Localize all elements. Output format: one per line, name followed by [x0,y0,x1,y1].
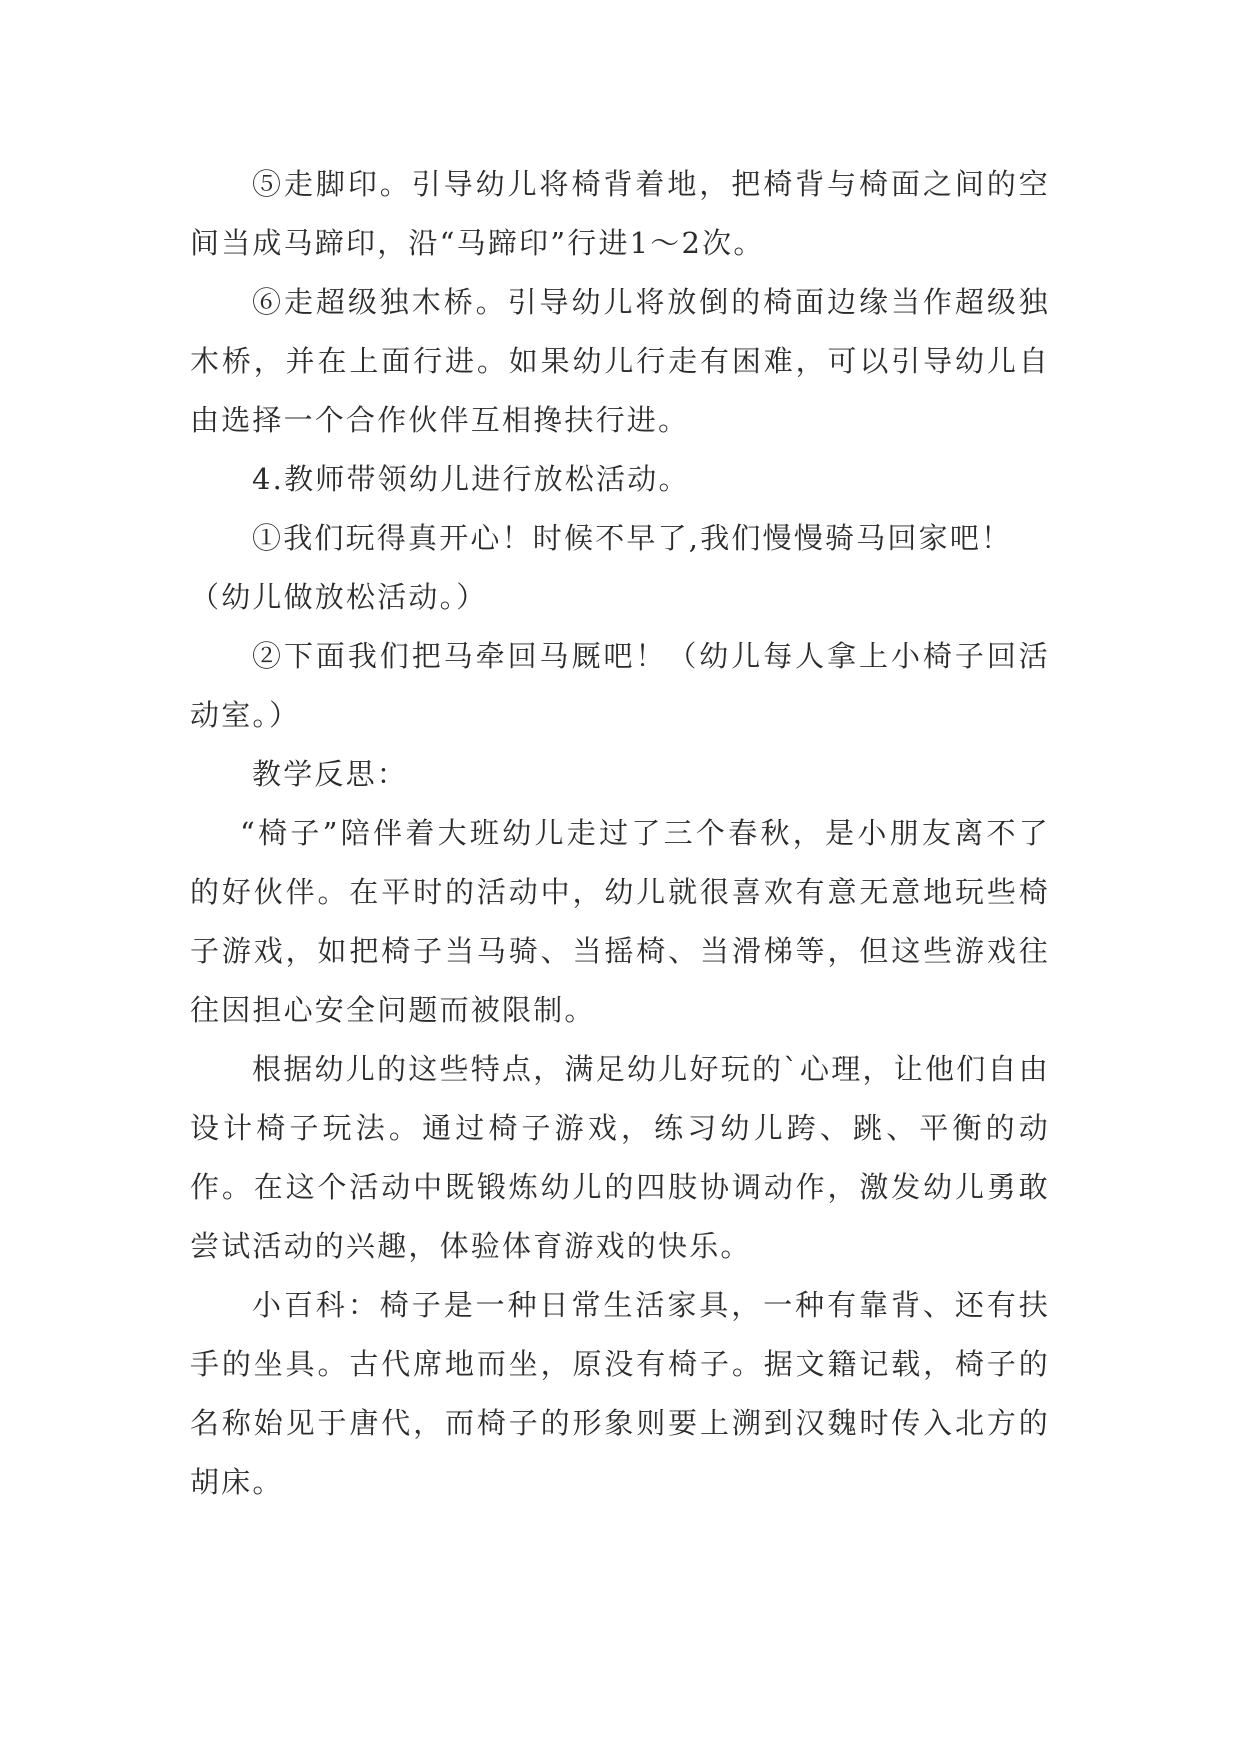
paragraph-encyclopedia: 小百科：椅子是一种日常生活家具，一种有靠背、还有扶手的坐具。古代席地而坐，原没有椅子。据文籍记载，椅子的名称始见于唐代，而椅子的形象则要上溯到汉魏时传入北方的胡床。 [190,1288,1050,1499]
paragraph-step-5: ⑤走脚印。引导幼儿将椅背着地，把椅背与椅面之间的空间当成马蹄印，沿“马蹄印”行进1～2次。 [190,167,1050,260]
paragraph-relax-1-note: （幼儿做放松活动。） [190,580,488,614]
document-body [190,155,1050,1512]
paragraph-step-6: ⑥走超级独木桥。引导幼儿将放倒的椅面边缘当作超级独木桥，并在上面行进。如果幼儿行走有困难，可以引导幼儿自由选择一个合作伙伴互相搀扶行进。 [190,285,1050,437]
paragraph-step-4-heading: 4.教师带领幼儿进行放松活动。 [252,462,690,496]
paragraph-relax-2: ②下面我们把马牵回马厩吧！（幼儿每人拿上小椅子回活动室。） [190,639,1050,732]
section-heading-reflection: 教学反思： [252,757,409,791]
paragraph-relax-1: ①我们玩得真开心！时候不早了,我们慢慢骑马回家吧！ [252,521,1013,555]
paragraph-reflection-2: 根据幼儿的这些特点，满足幼儿好玩的`心理，让他们自由设计椅子玩法。通过椅子游戏，练习幼儿跨、跳、平衡的动作。在这个活动中既锻炼幼儿的四肢协调动作，激发幼儿勇敢尝试活动的兴趣，体验体育游戏的快乐。 [190,1052,1050,1263]
paragraph-reflection-1: “椅子”陪伴着大班幼儿走过了三个春秋，是小朋友离不了的好伙伴。在平时的活动中，幼儿就很喜欢有意无意地玩些椅子游戏，如把椅子当马骑、当摇椅、当滑梯等，但这些游戏往往因担心安全问题而被限制。 [190,816,1050,1027]
